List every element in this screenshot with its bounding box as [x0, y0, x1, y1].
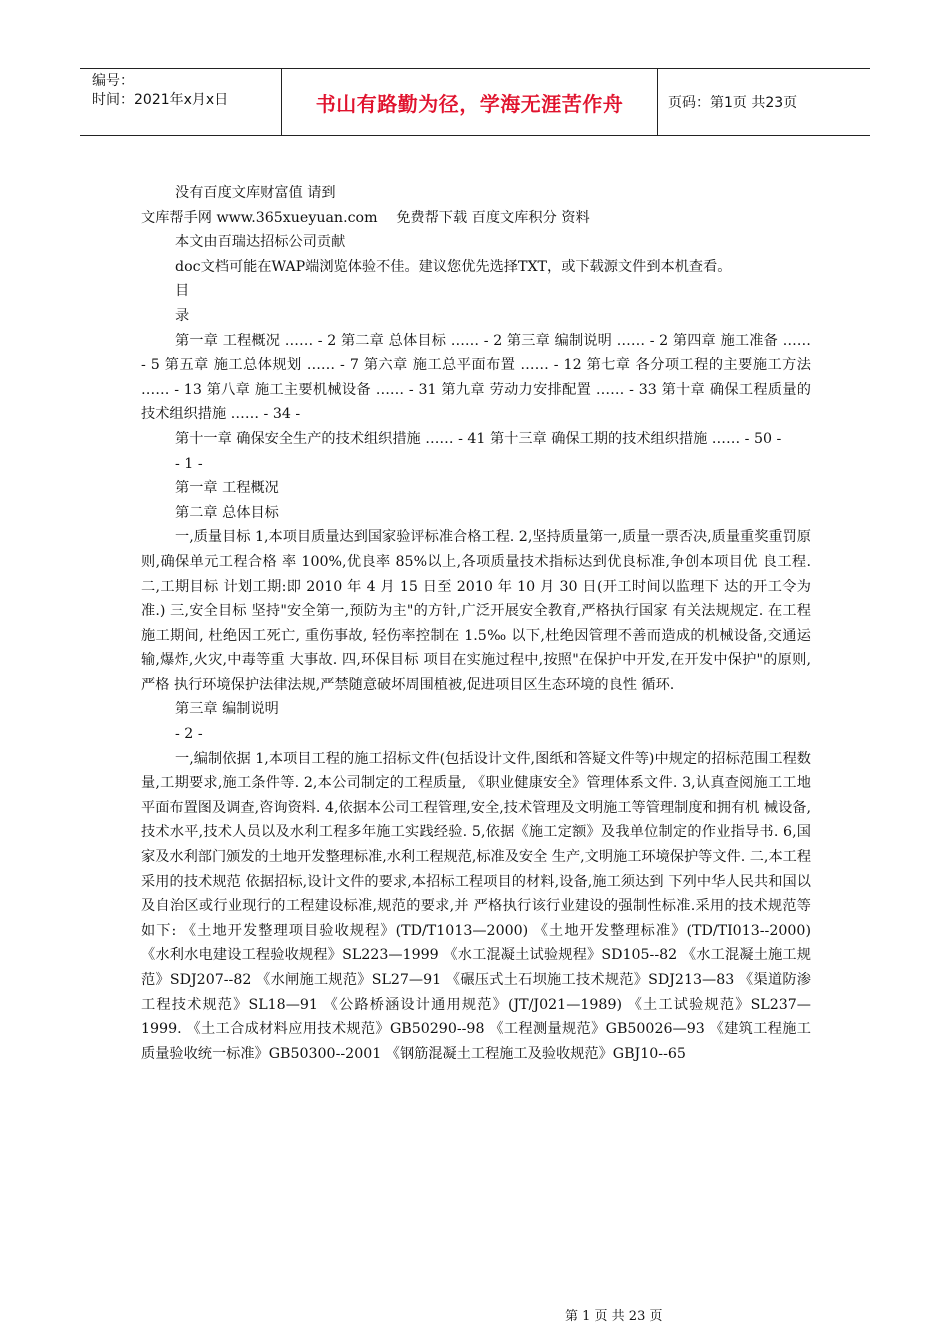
header-meta	[80, 69, 282, 135]
motto-text: 书山有路勤为径，学海无涯苦作舟	[315, 91, 624, 116]
header-page-info	[658, 69, 870, 135]
time-label: 时间：2021年x月x日	[92, 92, 229, 108]
paragraph: 文库帮手网 www.365xueyuan.com 免费帮下载 百度文库积分 资料	[141, 209, 590, 226]
paragraph: 一,质量目标 1,本项目质量达到国家验评标准合格工程. 2,坚持质量第一,质量一票否决,质量重奖重罚原则,确保单元工程合格 率 100%,优良率 85%以上,各项质量技术指标达到优良标准,争创本项目优 良工程. 二,工期目标 计划工期:即 2010 年 4 月 15 日至 2010 年 10 月 30 日(开工时间以监理下 达的开工令为准.) 三,安全目标 坚持"安全第一,预防为主"的方针,广泛开展安全教育,严格执行国家 有关法规规定. 在工程施工期间, 杜绝因工死亡, 重伤事故, 轻伤率控制在 1.5‰ 以下,杜绝因管理不善而造成的机械设备,交通运输,爆炸,火灾,中毒等重 大事故. 四,环保目标 项目在实施过程中,按照"在保护中开发,在开发中保护"的原则,严格 执行环境保护法律法规,严禁随意破坏周围植被,促进项目区生态环境的良性 循环.	[141, 529, 811, 693]
page-info-text: 页码：第1页 共23页	[668, 95, 798, 111]
paragraph: 第一章 工程概况 …… - 2 第二章 总体目标 …… - 2 第三章 编制说明 …… - 2 第四章 施工准备 …… - 5 第五章 施工总体规划 …… - 7 第六章 施工总平面布置 …… - 12 第七章 各分项工程的主要施工方法 …… - 13 第八章 施工主要机械设备 …… - 31 第九章 劳动力安排配置 …… - 33 第十章 确保工程质量的技术组织措施 …… - 34 -	[141, 332, 811, 423]
paragraph: 一,编制依据 1,本项目工程的施工招标文件(包括设计文件,图纸和答疑文件等)中规定的招标范围工程数量,工期要求,施工条件等. 2,本公司制定的工程质量, 《职业健康安全》管理体系文件. 3,认真查阅施工工地平面布置图及调查,咨询资料. 4,依据本公司工程管理,安全,技术管理及文明施工等管理制度和拥有机 械设备,技术水平,技术人员以及水利工程多年施工实践经验. 5,依据《施工定额》及我单位制定的作业指导书. 6,国家及水利部门颁发的土地开发整理标准,水利工程规范,标准及安全 生产,文明施工环境保护等文件. 二,本工程采用的技术规范 依据招标,设计文件的要求,本招标工程项目的材料,设备,施工须达到 下列中华人民共和国以及自治区或行业现行的工程建设标准,规范的要求,并 严格执行该行业建设的强制性标准.采用的技术规范等如下: 《土地开发整理项目验收规程》(TD/T1013—2000) 《土地开发整理标准》(TD/TI013--2000) 《水利水电建设工程验收规程》SL223—1999 《水工混凝土试验规程》SD105--82 《水工混凝土施工规范》SDJ207--82 《水闸施工规范》SL27—91 《碾压式土石坝施工技术规范》SDJ213—83 《渠道防渗工程技术规范》SL18—91 《公路桥涵设计通用规范》(JT/J021—1989) 《土工试验规范》SL237—1999. 《土工合成材料应用技术规范》GB50290--98 《工程测量规范》GB50026—93 《建筑工程施工质量验收统一标准》GB50300--2001 《钢筋混凝土工程施工及验收规范》GBJ10--65	[141, 750, 812, 1062]
header-motto-cell	[282, 69, 658, 135]
page-footer	[565, 1305, 662, 1324]
paragraph: 第十一章 确保安全生产的技术组织措施 …… - 41 第十三章 确保工期的技术组织措施 …… - 50 -	[175, 430, 782, 447]
paragraph: 目	[175, 283, 190, 300]
paragraph: 第三章 编制说明	[175, 701, 279, 718]
paragraph: 本文由百瑞达招标公司贡献	[175, 234, 346, 251]
paragraph: 录	[175, 307, 190, 324]
number-label: 编号：	[92, 73, 134, 89]
paragraph: 第二章 总体目标	[175, 504, 279, 521]
document-body	[141, 181, 811, 1066]
paragraph: 第一章 工程概况	[175, 480, 279, 497]
paragraph: 没有百度文库财富值 请到	[175, 185, 336, 201]
paragraph: - 2 -	[175, 726, 203, 743]
page-header	[80, 68, 870, 136]
paragraph: doc文档可能在WAP端浏览体验不佳。建议您优先选择TXT，或下载源文件到本机查看。	[175, 258, 732, 275]
footer-page-number: 第 1 页 共 23 页	[565, 1309, 663, 1324]
paragraph: - 1 -	[175, 455, 203, 472]
